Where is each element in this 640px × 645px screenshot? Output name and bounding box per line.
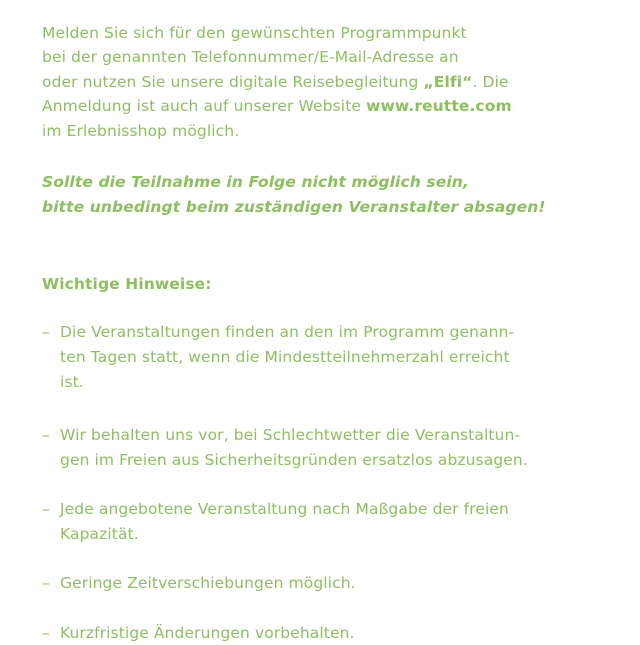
hint-text: ten Tagen statt, wenn die Mindestteilnehmerzahl erreicht xyxy=(60,348,510,366)
intro-text: Melden Sie sich für den gewünschten Programmpunkt xyxy=(42,24,467,42)
hint-text: gen im Freien aus Sicherheitsgründen ersatzlos abzusagen. xyxy=(60,451,528,469)
hint-text: Kapazität. xyxy=(60,525,139,543)
hint-text: Jede angebotene Veranstaltung nach Maßgabe der freien xyxy=(60,500,509,518)
intro-text: oder nutzen Sie unsere digitale Reisebegleitung xyxy=(42,73,424,91)
intro-line-2 xyxy=(42,45,459,69)
hints-heading xyxy=(42,272,212,296)
hint-item-4 xyxy=(42,571,356,595)
dash-bullet: – xyxy=(42,426,50,444)
hint-item-2 xyxy=(42,423,520,447)
hint-item-1-cont xyxy=(60,370,84,394)
hint-item-2-cont xyxy=(60,448,528,472)
notice-text: Sollte die Teilnahme in Folge nicht möglich sein, xyxy=(42,173,469,191)
intro-line-1 xyxy=(42,21,467,45)
dash-bullet: – xyxy=(42,323,50,341)
website-link[interactable]: www.reutte.com xyxy=(366,97,512,115)
app-name-elfi: „Elfi“ xyxy=(423,73,473,91)
hint-item-3-cont xyxy=(60,522,139,546)
intro-text: bei der genannten Telefonnummer/E-Mail-Adresse an xyxy=(42,48,459,66)
dash-bullet: – xyxy=(42,574,50,592)
hint-text: Kurzfristige Änderungen vorbehalten. xyxy=(60,624,355,642)
hint-text: Wir behalten uns vor, bei Schlechtwetter die Veranstaltun- xyxy=(60,426,521,444)
hint-item-3 xyxy=(42,497,509,521)
notice-line-2 xyxy=(42,195,546,219)
hint-item-5 xyxy=(42,621,355,645)
document-page xyxy=(42,0,622,640)
dash-bullet: – xyxy=(42,500,50,518)
hint-item-1 xyxy=(42,320,514,344)
notice-line-1 xyxy=(42,170,469,194)
hint-item-1-cont xyxy=(60,345,510,369)
hint-text: Geringe Zeitverschiebungen möglich. xyxy=(60,574,356,592)
hint-text: ist. xyxy=(60,373,84,391)
intro-text: Anmeldung ist auch auf unserer Website xyxy=(42,97,367,115)
intro-line-3 xyxy=(42,70,509,94)
notice-text: bitte unbedingt beim zuständigen Veranstalter absagen! xyxy=(42,198,546,216)
intro-text: . Die xyxy=(472,73,509,91)
intro-line-4 xyxy=(42,94,512,118)
heading-text: Wichtige Hinweise: xyxy=(42,275,212,293)
hint-text: Die Veranstaltungen finden an den im Programm genann- xyxy=(60,323,515,341)
dash-bullet: – xyxy=(42,624,50,642)
intro-text: im Erlebnisshop möglich. xyxy=(42,122,240,140)
intro-line-5 xyxy=(42,119,239,143)
